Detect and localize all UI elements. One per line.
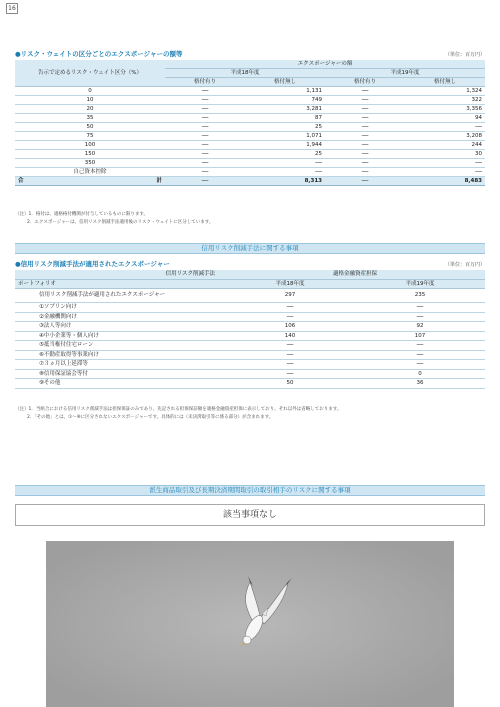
y19-rated-cell: ──: [325, 123, 405, 132]
risk-weight-category: 350: [15, 159, 165, 168]
portfolio-label: ③法人等向け: [15, 322, 225, 332]
y19-unrated-cell: 244: [405, 141, 485, 150]
y19-unrated-cell: 322: [405, 96, 485, 105]
credit-risk-mitigation-banner: 信用リスク削減手法に関する事項: [15, 243, 485, 254]
risk-weight-row: [15, 168, 485, 177]
y19-rated-cell: ──: [325, 150, 405, 159]
y18-unrated-cell: ──: [245, 159, 325, 168]
y18-rated-cell: ──: [165, 168, 245, 177]
seagull-illustration: [46, 541, 454, 707]
risk-weight-row: [15, 159, 485, 168]
y18-unrated-cell: 1,944: [245, 141, 325, 150]
risk-weight-row: [15, 87, 485, 96]
portfolio-row: [15, 322, 485, 332]
portfolio-label: ①ソブリン向け: [15, 303, 225, 313]
y18-unrated-cell: 1,071: [245, 132, 325, 141]
portfolio-y18: ──: [225, 303, 355, 313]
risk-weight-category: 20: [15, 105, 165, 114]
exposure-header: エクスポージャーの額: [165, 60, 485, 69]
y18-rated-cell: ──: [165, 123, 245, 132]
portfolio-y18: 50: [225, 379, 355, 389]
portfolio-y18: ──: [225, 360, 355, 370]
year1-header: 平成18年度: [165, 69, 325, 78]
main-exposure-row: [15, 289, 485, 303]
y18-unrated-cell: 25: [245, 150, 325, 159]
portfolio-label: ②金融機関向け: [15, 312, 225, 322]
portfolio-row: [15, 331, 485, 341]
risk-weight-category: 50: [15, 123, 165, 132]
section1-title: ●リスク・ウェイトの区分ごとのエクスポージャーの額等: [15, 50, 183, 58]
portfolio-y18: 106: [225, 322, 355, 332]
risk-weight-row: [15, 123, 485, 132]
y19-rated-cell: ──: [325, 141, 405, 150]
risk-weight-row: [15, 150, 485, 159]
section1-note-1: （注）1．格付は、適格格付機関が付与しているものに限ります。: [15, 212, 149, 217]
portfolio-y19: ──: [355, 303, 485, 313]
risk-weight-category: 35: [15, 114, 165, 123]
year2-header: 平成19年度: [325, 69, 485, 78]
y19-unrated-cell: 30: [405, 150, 485, 159]
rated-header: 格付有り: [165, 78, 245, 87]
y19-unrated-cell: ──: [405, 168, 485, 177]
risk-weight-category: 75: [15, 132, 165, 141]
y19-rated-cell: ──: [325, 96, 405, 105]
method-header: 信用リスク削減手法: [15, 270, 225, 279]
total-label: 合 計: [15, 177, 165, 186]
portfolio-y19: ──: [355, 341, 485, 351]
risk-weight-category: 150: [15, 150, 165, 159]
y18-rated-cell: ──: [165, 141, 245, 150]
y18-rated-cell: ──: [165, 159, 245, 168]
total-cell: 8,313: [245, 177, 325, 186]
y18-unrated-cell: 87: [245, 114, 325, 123]
portfolio-label: ⑧信用保証協会等付: [15, 369, 225, 379]
y18-unrated-cell: ──: [245, 168, 325, 177]
section1-unit: （単位：百万円）: [444, 52, 485, 58]
portfolio-y19: 36: [355, 379, 485, 389]
year2-header: 平成19年度: [355, 279, 485, 289]
section2-note-1: （注）1．当組合における信用リスク削減手法は担保保証のみであり、先記される担保保証額を適格金融資産担保に表示しており、それ以外は省略しております。: [15, 407, 342, 412]
y19-rated-cell: ──: [325, 168, 405, 177]
portfolio-y19: 0: [355, 369, 485, 379]
portfolio-row: [15, 360, 485, 370]
y19-unrated-cell: 3,356: [405, 105, 485, 114]
risk-weight-row: [15, 114, 485, 123]
risk-weight-category: 0: [15, 87, 165, 96]
seagull-photo: [46, 541, 454, 707]
risk-weight-row: [15, 141, 485, 150]
collateral-header: 適格金融資産担保: [225, 270, 485, 279]
y18-rated-cell: ──: [165, 150, 245, 159]
main-exposure-y18: 297: [225, 289, 355, 303]
y19-unrated-cell: 94: [405, 114, 485, 123]
main-exposure-y19: 235: [355, 289, 485, 303]
portfolio-row: [15, 350, 485, 360]
portfolio-y18: ──: [225, 369, 355, 379]
total-cell: 8,483: [405, 177, 485, 186]
total-cell: ──: [325, 177, 405, 186]
total-cell: ──: [165, 177, 245, 186]
y18-rated-cell: ──: [165, 87, 245, 96]
y19-unrated-cell: ──: [405, 123, 485, 132]
risk-weight-table: [15, 60, 485, 186]
risk-weight-header: 告示で定めるリスク・ウェイト区分（%）: [15, 60, 165, 87]
y18-rated-cell: ──: [165, 96, 245, 105]
unrated-header: 格付無し: [245, 78, 325, 87]
risk-weight-row: [15, 96, 485, 105]
portfolio-row: [15, 341, 485, 351]
portfolio-row: [15, 312, 485, 322]
portfolio-y18: ──: [225, 350, 355, 360]
risk-weight-category: 10: [15, 96, 165, 105]
no-data-box: 該当事項なし: [15, 504, 485, 526]
mitigation-table: [15, 270, 485, 389]
main-exposure-label: 信用リスク削減手法が適用されたエクスポージャー: [15, 289, 225, 303]
portfolio-y18: 140: [225, 331, 355, 341]
portfolio-y19: 107: [355, 331, 485, 341]
portfolio-label: ⑤抵当権付住宅ローン: [15, 341, 225, 351]
y18-unrated-cell: 3,281: [245, 105, 325, 114]
portfolio-row: [15, 369, 485, 379]
portfolio-row: [15, 303, 485, 313]
y19-unrated-cell: 1,324: [405, 87, 485, 96]
risk-weight-row: [15, 105, 485, 114]
portfolio-label: ⑦３ヵ月以上延滞等: [15, 360, 225, 370]
unrated-header: 格付無し: [405, 78, 485, 87]
risk-weight-row: [15, 132, 485, 141]
section2-note-2: 2．「その他」とは、①～⑧に区分されないエクスポージャーです。具体的には（未決済取引等に係る部分）が含まれます。: [27, 415, 274, 420]
y18-unrated-cell: 25: [245, 123, 325, 132]
y19-unrated-cell: 3,208: [405, 132, 485, 141]
portfolio-label: ⑥不動産取得等事業向け: [15, 350, 225, 360]
portfolio-row: [15, 379, 485, 389]
year1-header: 平成18年度: [225, 279, 355, 289]
y19-rated-cell: ──: [325, 114, 405, 123]
derivatives-banner: 派生商品取引及び長期決済期間取引の取引相手のリスクに関する事項: [15, 485, 485, 496]
y19-rated-cell: ──: [325, 132, 405, 141]
portfolio-label: ⑨その他: [15, 379, 225, 389]
portfolio-y19: ──: [355, 312, 485, 322]
section2-unit: （単位：百万円）: [444, 262, 485, 268]
y18-rated-cell: ──: [165, 114, 245, 123]
portfolio-y18: ──: [225, 341, 355, 351]
portfolio-header: ポートフォリオ: [15, 279, 225, 289]
portfolio-y19: ──: [355, 350, 485, 360]
y18-rated-cell: ──: [165, 105, 245, 114]
portfolio-y19: ──: [355, 360, 485, 370]
risk-weight-category: 自己資本控除: [15, 168, 165, 177]
y19-unrated-cell: ──: [405, 159, 485, 168]
y18-unrated-cell: 1,131: [245, 87, 325, 96]
page-number: 16: [6, 3, 18, 14]
y19-rated-cell: ──: [325, 87, 405, 96]
section1-note-2: 2．エクスポージャーは、信用リスク削減手法適用後のリスク・ウェイトに区分しています。: [27, 220, 214, 225]
y19-rated-cell: ──: [325, 105, 405, 114]
rated-header: 格付有り: [325, 78, 405, 87]
portfolio-label: ④中小企業等・個人向け: [15, 331, 225, 341]
risk-weight-category: 100: [15, 141, 165, 150]
section2-title: ●信用リスク削減手法が適用されたエクスポージャー: [15, 260, 170, 268]
portfolio-y18: ──: [225, 312, 355, 322]
y18-unrated-cell: 749: [245, 96, 325, 105]
total-row: [15, 177, 485, 186]
portfolio-y19: 92: [355, 322, 485, 332]
y18-rated-cell: ──: [165, 132, 245, 141]
y19-rated-cell: ──: [325, 159, 405, 168]
